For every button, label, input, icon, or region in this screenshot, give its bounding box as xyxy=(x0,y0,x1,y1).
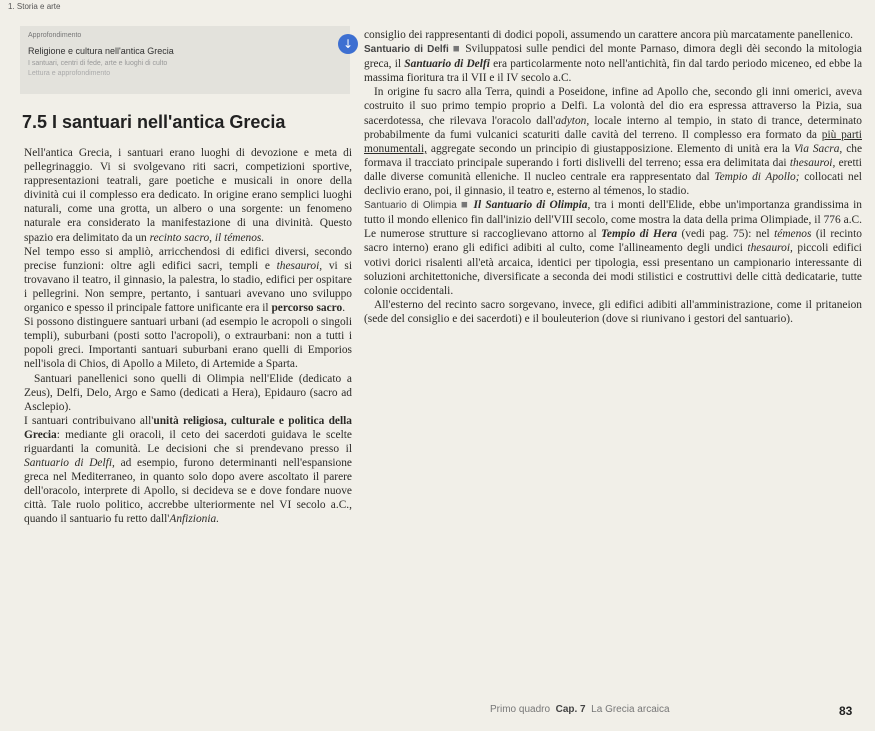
paragraph: Santuario di Olimpia ■ Il Santuario di Olimpia, tra i monti dell'Elide, ebbe un'importanza grandissima in tutto il mondo ellenico fin dall'inizio dell'VIII secolo, come mostra la data della prima Olimpiade, il 776 a.C. Le numerose strutture si raccoglievano attorno al Tempio di Hera (vedi pag. 75): nel témenos (il recinto sacro interno) erano gli edifici adibiti al culto, come l'allineamento degli undici thesauroi, piccoli edifici votivi dorici risalenti all'età arcaica, identici per tipologia, essi presentano un campionario interessante di soluzioni architettoniche, diversificate a seconda dei modi stilistici e costruttivi delle città dedicatarie, tutte colonie occidentali. xyxy=(364,199,862,297)
paragraph: I santuari contribuivano all'unità religiosa, culturale e politica della Grecia: mediante gli oracoli, il ceto dei sacerdoti guidava le scelte riguardanti la comunità. Le decisioni che si prendevano presso il Santuario di Delfi, ad esempio, furono determinanti nell'espansione greca nel Mediterraneo, in quanto solo dopo avere ascoltato il parere dell'oracolo, interprete di Apollo, si decideva se e dove fondare nuove città. Tale ruolo politico, accrebbe ulteriormente nel VI secolo a.C., quando il santuario fu retto dall'Anfizionia. xyxy=(24,414,352,526)
paragraph: consiglio dei rappresentanti di dodici popoli, assumendo un carattere ancora più marcatamente panellenico. xyxy=(364,29,853,41)
sidebox-subtitle: I santuari, centri di fede, arte e luoghi di culto xyxy=(28,60,168,67)
page-number: 83 xyxy=(839,704,853,718)
paragraph: Nel tempo esso si ampliò, arricchendosi di edifici diversi, secondo precise funzioni: oltre agli edifici sacri, templi e thesauroi, vi si trovavano il teatro, il ginnasio, la palestra, lo stadio, edifici per ospitare i pellegrini. Non sempre, pertanto, i santuari avevano uno sviluppo organico e spesso il principale fattore unificante era il percorso sacro. xyxy=(24,245,352,315)
footer-label: Primo quadro xyxy=(490,704,551,715)
paragraph: Santuari panellenici sono quelli di Olimpia nell'Elide (dedicato a Zeus), Delfi, Delo, Argo e Samo (dedicati a Hera), Epidauro (sacro ad Asclepio). xyxy=(24,372,352,413)
left-column xyxy=(24,146,352,527)
sidebox-subtitle-2: Lettura e approfondimento xyxy=(28,70,111,77)
chapter-number: Cap. 7 xyxy=(555,704,586,715)
sidebox-title: Religione e cultura nell'antica Grecia xyxy=(28,46,174,56)
paragraph: Nell'antica Grecia, i santuari erano luoghi di devozione e meta di pellegrinaggio. Vi si svolgevano riti sacri, competizioni sportive, rappresentazioni teatrali, gare poetiche e musicali in onore della divinità cui il complesso era dedicato. In origine erano semplici luoghi naturali, come una grotta, un albero o una sorgente: un fenomeno naturale era considerato la manifestazione di una divinità. Questo spazio era delimitato da un recinto sacro, il témenos. xyxy=(24,147,352,244)
down-arrow-icon[interactable]: ↓ xyxy=(338,34,358,54)
running-header: 1. Storia e arte xyxy=(8,2,61,11)
sidebar-box xyxy=(20,26,350,94)
sidebox-tag: Approfondimento xyxy=(28,32,82,39)
page-footer xyxy=(490,704,670,715)
paragraph: Santuario di Delfi ■ Sviluppatosi sulle pendici del monte Parnaso, dimora degli dèi secondo la mitologia greca, il Santuario di Delfi era particolarmente noto nell'antichità, fin dal tardo periodo miceneo, ed ebbe la massima fioritura tra il VII e il IV secolo a.C. xyxy=(364,43,863,85)
chapter-title: La Grecia arcaica xyxy=(591,704,670,715)
paragraph: In origine fu sacro alla Terra, quindi a Poseidone, infine ad Apollo che, secondo gli inni omerici, aveva costruito il suo primo tempio proprio a Delfi. La volontà del dio era espressa attraverso la Pizia, sua sacerdotessa, che rilevava l'oracolo dall'adyton, locale interno al tempio, in stato di trance, determinato probabilmente da fumi vulcanici scaturiti dalle cavità del terreno. Il complesso era formato da più parti monumentali, aggregate secondo un principio di giustapposizione. Elemento di unità era la Via Sacra, che formava il tracciato principale superando i forti dislivelli del terreno; essa era delimitata dai thesauroi, eretti dalle diverse comunità elleniche. Il nucleo centrale era rappresentato dal Tempio di Apollo; collocati nel declivio erano, poi, il ginnasio, il teatro e, esterno al témenos, lo stadio. xyxy=(364,86,863,198)
section-title: 7.5 I santuari nell'antica Grecia xyxy=(22,112,286,132)
subheading: Santuario di Delfi xyxy=(364,44,449,56)
subheading: Santuario di Olimpia xyxy=(364,200,457,212)
paragraph: All'esterno del recinto sacro sorgevano, invece, gli edifici adibiti all'amministrazione, come il pritaneion (sede del consiglio e dei sacerdoti) e il bouleuterion (dove si riunivano i gestori del santuario). xyxy=(364,298,862,325)
right-column xyxy=(364,28,862,326)
paragraph: Si possono distinguere santuari urbani (ad esempio le acropoli o singoli templi), suburbani (posti sotto l'acropoli), o extraurbani: non a tutti i popoli greci. Importanti santuari suburbani erano quelli di Emporios nell'isola di Chios, di Apollo a Mileto, di Artemide a Sparta. xyxy=(24,316,352,371)
